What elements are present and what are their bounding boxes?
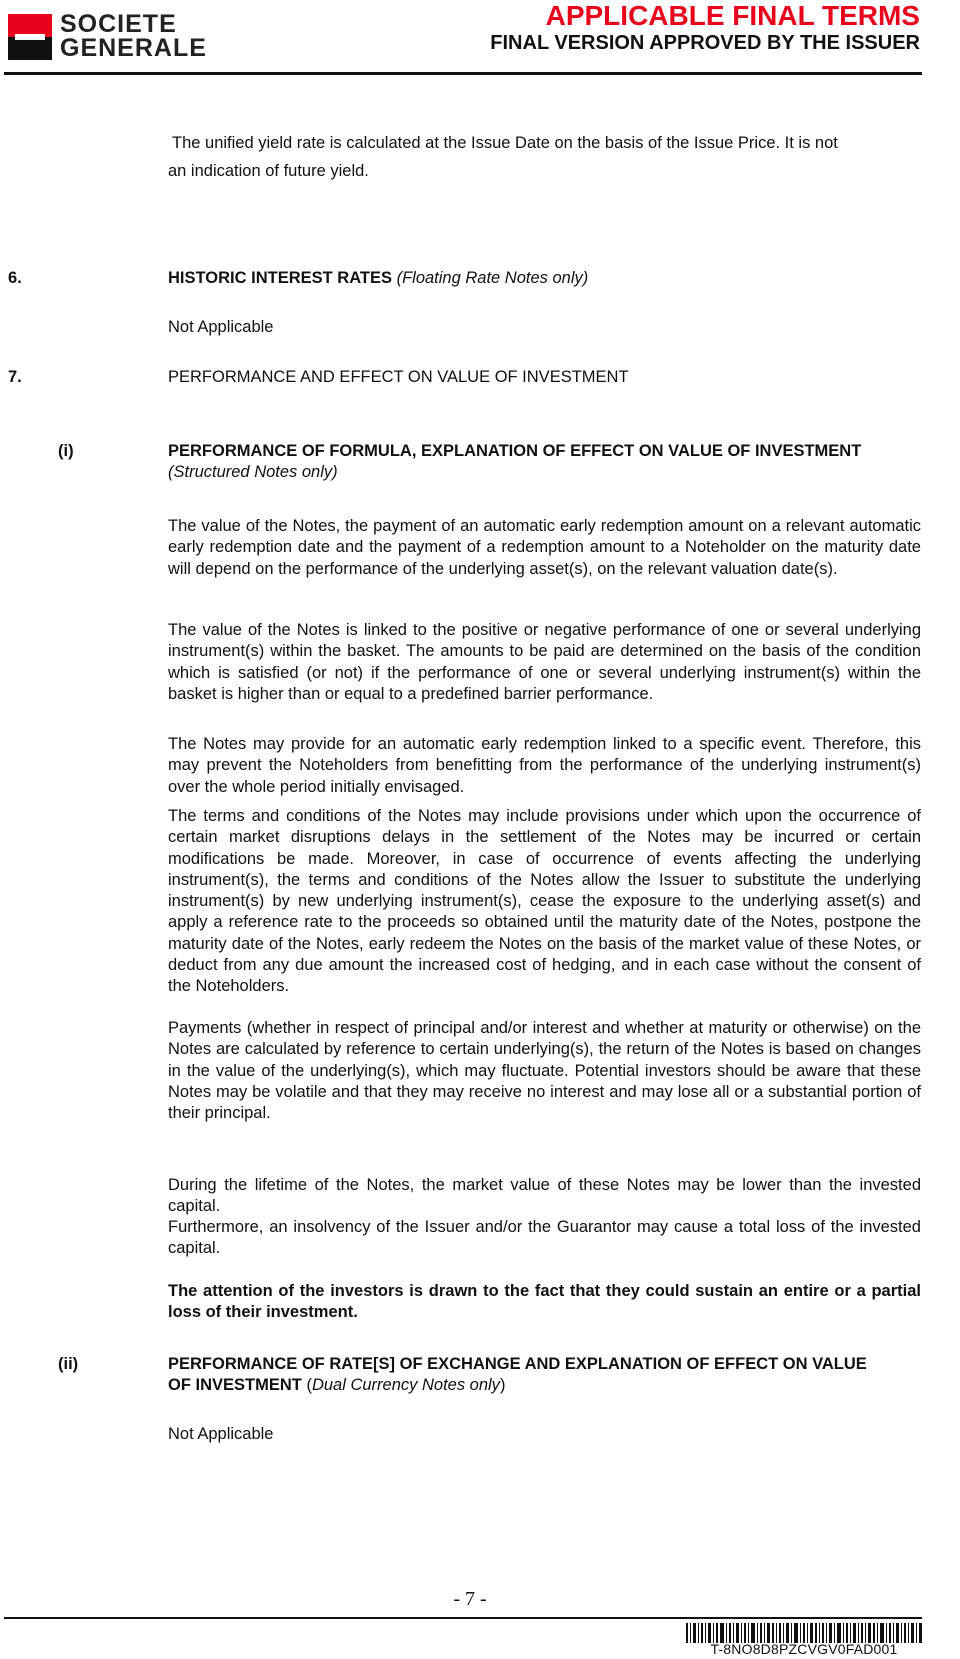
subsection-i-label: (i): [58, 442, 74, 460]
logo-text: [60, 12, 207, 60]
paragraph-3: The Notes may provide for an automatic early redemption linked to a specific event. Therefore, this may prevent the Noteholders from benefitting from the performance of the underlying instrument(s) over the whole period initially envisaged.: [168, 735, 921, 796]
paragraph-6: During the lifetime of the Notes, the market value of these Notes may be lower than the invested capital.: [168, 1176, 921, 1216]
paragraph-2: The value of the Notes is linked to the positive or negative performance of one or several underlying instrument(s) within the basket. The amounts to be paid are determined on the basis of the condition which is satisfied (or not) if the performance of one or several underlying instrument(s) within the basket is higher than or equal to a predefined barrier performance.: [168, 621, 921, 703]
page-number: - 7 -: [453, 1588, 487, 1610]
header-divider: [4, 72, 922, 75]
logo-line-2: GENERALE: [60, 34, 207, 62]
subsection-ii-value: Not Applicable: [168, 1425, 274, 1443]
header-subtitle: FINAL VERSION APPROVED BY THE ISSUER: [490, 32, 920, 54]
yield-note-line-2: an indication of future yield.: [168, 162, 369, 180]
section-6-title: HISTORIC INTEREST RATES (Floating Rate Notes only): [168, 269, 589, 287]
header-title: APPLICABLE FINAL TERMS: [545, 0, 920, 31]
paragraph-7: Furthermore, an insolvency of the Issuer and/or the Guarantor may cause a total loss of the invested capital.: [168, 1218, 921, 1258]
subsection-ii-title: PERFORMANCE OF RATE[S] OF EXCHANGE AND EXPLANATION OF EFFECT ON VALUE OF INVESTMENT (Dual Currency Notes only): [168, 1355, 867, 1395]
societe-generale-logo: [8, 10, 233, 62]
yield-note-line-1: The unified yield rate is calculated at the Issue Date on the basis of the Issue Price. It is not: [172, 134, 838, 152]
paragraph-4: The terms and conditions of the Notes may include provisions under which upon the occurrence of certain market disruptions delays in the settlement of the Notes may be incurred or certain modifications be made. Moreover, in case of occurrence of events affecting the underlying instrument(s), the terms and conditions of the Notes allow the Issuer to substitute the underlying instrument(s) by new underlying instrument(s), cease the exposure to the underlying asset(s) and apply a reference rate to the proceeds so obtained until the maturity date of the Notes, postpone the maturity date of the Notes, early redeem the Notes on the basis of the market value of these Notes, or deduct from any due amount the increased cost of hedging, and in each case without the consent of the Noteholders.: [168, 807, 921, 996]
section-7-number: 7.: [8, 368, 22, 386]
paragraph-5: Payments (whether in respect of principal and/or interest and whether at maturity or otherwise) on the Notes are calculated by reference to certain underlying(s), the return of the Notes is based on changes in the value of the underlying(s), which may fluctuate. Potential investors should be aware that these Notes may be volatile and that they may receive no interest and may lose all or a substantial portion of their principal.: [168, 1019, 921, 1123]
subsection-ii-label: (ii): [58, 1355, 79, 1373]
yield-note: [168, 129, 928, 185]
logo-mark-icon: [8, 14, 52, 60]
risk-warning: The attention of the investors is drawn to the fact that they could sustain an entire or a partial loss of their investment.: [168, 1282, 921, 1322]
section-6-value: Not Applicable: [168, 318, 274, 336]
logo-line-1: SOCIETE: [60, 10, 177, 38]
barcode-icon: [686, 1623, 922, 1643]
subsection-i-title: PERFORMANCE OF FORMULA, EXPLANATION OF EFFECT ON VALUE OF INVESTMENT (Structured Notes only): [168, 442, 862, 482]
paragraph-1: The value of the Notes, the payment of an automatic early redemption amount on a relevant automatic early redemption date and the payment of a redemption amount to a Noteholder on the maturity date will depend on the performance of the underlying asset(s), on the relevant valuation date(s).: [168, 517, 921, 578]
section-6-number: 6.: [8, 269, 22, 287]
document-code: T-8NO8D8PZCVGV0FAD001: [710, 1641, 898, 1657]
footer-divider: [4, 1617, 922, 1619]
section-7-title: PERFORMANCE AND EFFECT ON VALUE OF INVESTMENT: [168, 368, 629, 386]
